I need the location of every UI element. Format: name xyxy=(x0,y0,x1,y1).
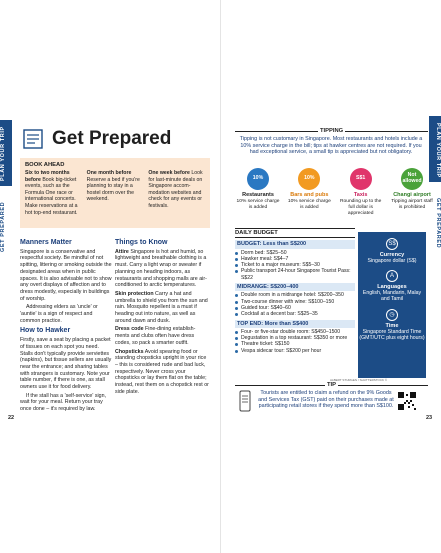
time-title: Time xyxy=(385,322,399,329)
tip-text: Tourists are entitled to claim a refund on the 9% Goods and Services Tax (GST) paid on their purchases made at participating retail stores if they spend more than S$100. xyxy=(258,390,394,410)
restaurants-badge: 10% xyxy=(247,168,269,190)
languages-text: English, Mandarin, Malay and Tamil xyxy=(362,290,422,303)
dress-text: Fine-dining establish-ments and clubs often have dress codes, so pack a smarter outfit. xyxy=(115,326,196,346)
book-col-1 xyxy=(25,170,82,216)
skin-label: Skin protection xyxy=(115,290,154,297)
attire-label: Attire xyxy=(115,248,129,255)
tier-midrange-label: MIDRANGE: S$200–400 xyxy=(235,283,355,291)
budget-item: Four- or five-star double room: S$450–1500 xyxy=(235,329,355,335)
book-ahead-title: BOOK AHEAD xyxy=(25,162,65,168)
page-number-right: 23 xyxy=(426,415,433,421)
tipping-circles xyxy=(235,168,435,216)
left-tab-label: PLAN YOUR TRIP xyxy=(0,126,6,182)
taxis-badge: S$1 xyxy=(350,168,372,190)
bars-badge: 10% xyxy=(298,168,320,190)
languages-icon: A xyxy=(386,270,398,282)
hawker-p1: Firstly, save a seat by placing a packet of tissues on each spot you need. Stalls don't typically provide serviettes (napkins), but tissue sellers are usually near the entrance; and sharing tables with strangers is customary. Note your table number, if there is one, as stall owners use it for food delivery. xyxy=(20,337,112,391)
info-currency xyxy=(358,238,426,264)
tier-topend-list xyxy=(235,329,355,354)
left-page xyxy=(0,0,220,553)
budget-item: Double room in a midrange hotel: S$200–350 xyxy=(235,292,355,298)
budget-title: DAILY BUDGET xyxy=(235,228,355,238)
page-number-left: 22 xyxy=(8,415,15,421)
page-title: Get Prepared xyxy=(52,128,172,149)
budget-item: Guided tour: S$40–60 xyxy=(235,305,355,311)
book-col-1-head: Six to two months before xyxy=(25,170,70,183)
hawker-heading: How to Hawker xyxy=(20,327,71,335)
tier-budget-list xyxy=(235,250,355,281)
budget-item: Public transport 24-hour Singapore Tourist Pass: S$22 xyxy=(235,268,355,281)
book-col-1-body: Book big-ticket events, such as the Formula One race or international concerts. Make reservations at a hot top-end restaurant. xyxy=(25,176,78,216)
tipping-label: TIPPING xyxy=(320,128,344,134)
currency-title: Currency xyxy=(379,252,405,258)
manners-heading: Manners Matter xyxy=(20,239,72,246)
tip-restaurants xyxy=(235,168,281,216)
tip-airport xyxy=(389,168,435,216)
time-text: Singapore Standard Time (GMT/UTC plus eight hours) xyxy=(359,328,425,341)
budget-item: Cocktail at a decent bar: S$25–35 xyxy=(235,311,355,317)
tip-label: TIP xyxy=(327,382,337,388)
airport-badge: Not allowed xyxy=(401,168,423,190)
dress-label: Dress code xyxy=(115,326,144,333)
checklist-icon xyxy=(22,128,44,150)
right-tab-sublabel: GET PREPARED xyxy=(435,197,441,249)
tier-topend-label: TOP END: More than S$400 xyxy=(235,320,355,328)
receipt-icon xyxy=(238,390,252,412)
right-column xyxy=(115,240,209,397)
chop-label: Chopsticks xyxy=(115,348,144,355)
daily-budget xyxy=(235,228,355,354)
qr-code-icon[interactable] xyxy=(398,392,416,410)
info-time xyxy=(358,309,426,341)
attire-para xyxy=(115,249,209,289)
skin-para xyxy=(115,291,209,325)
book-col-2-body: Reserve a bed if you're planning to stay in a hostel dorm over the weekend. xyxy=(86,176,140,203)
chop-para xyxy=(115,349,209,396)
currency-icon: S$ xyxy=(386,238,398,250)
left-tab-sublabel: GET PREPARED xyxy=(0,201,6,253)
left-side-tab xyxy=(0,120,12,270)
photo-credit: ALBERT STURGEN / SHUTTERSTOCK © xyxy=(330,378,388,382)
clock-icon: ◷ xyxy=(386,309,398,321)
budget-item: Degustation in a top restaurant: S$350 or more xyxy=(235,335,355,341)
tier-midrange-list xyxy=(235,292,355,317)
book-col-3 xyxy=(148,170,205,216)
things-heading: Things to Know xyxy=(115,239,168,246)
restaurants-desc: 10% service charge is added xyxy=(236,199,280,210)
right-tab-label: PLAN YOUR TRIP xyxy=(435,122,441,178)
bars-desc: 10% service charge is added xyxy=(287,199,331,210)
bars-title: Bars and pubs xyxy=(290,192,329,198)
budget-item: Hawker meal: S$4–7 xyxy=(235,256,355,262)
tipping-text: Tipping is not customary in Singapore. Most restaurants and hotels include a 10% service charge in the bill; tips at hawker centres are not required. If you had exceptional service, a small tip is appreciated but not obligatory. xyxy=(239,136,423,156)
book-ahead-box xyxy=(20,158,210,228)
page-header xyxy=(22,128,171,150)
restaurants-title: Restaurants xyxy=(242,192,274,198)
chop-text: Avoid spearing food or standing chopsticks upright in your rice – this is considered rude and bad luck, respectively. Never cross your chopsticks or lay them flat on the table; instead, rest them on a chopstick rest or side plate. xyxy=(115,348,209,395)
budget-item: Vespa sidecar tour: S$200 per hour xyxy=(235,348,355,354)
book-col-2 xyxy=(87,170,144,216)
budget-item: Dorm bed: S$25–50 xyxy=(235,250,355,256)
hawker-p2: If the stall has a 'self-service' sign, wait for your meal. Return your tray once done – it's required by law. xyxy=(20,392,107,413)
currency-text: Singapore dollar (S$) xyxy=(367,258,417,264)
tier-budget-label: BUDGET: Less than S$200 xyxy=(235,240,355,248)
budget-item: Theatre ticket: S$150 xyxy=(235,341,355,347)
attire-text: Singapore is hot and humid, so lightweight and breathable clothing is a must. Carry a light wrap or sweater if planning on heading indoors, as restaurants and shopping malls are air-conditioned to arctic temperatures. xyxy=(115,248,207,289)
taxis-desc: Rounding up to the full dollar is appreciated xyxy=(339,199,382,216)
book-col-3-body: Look for last-minute deals on Singapore accom-modation websites and check for any events or festivals. xyxy=(148,170,203,209)
tip-bars xyxy=(286,168,332,216)
manners-p1: Singapore is a conservative and respectful society. Be mindful of not spitting, littering or smoking outside the designated areas when in public spaces. It is also advisable not to show any overt displays of affection and to dress modestly, especially in buildings of worship. xyxy=(20,248,112,302)
info-panel xyxy=(358,232,426,378)
manners-p2: Addressing elders as 'uncle' or 'auntie' is a sign of respect and common practice. xyxy=(20,304,98,324)
book-col-2-head: One month before xyxy=(86,170,132,176)
budget-item: Ticket to a major museum: S$5–30 xyxy=(235,262,355,268)
languages-title: Languages xyxy=(377,284,407,291)
airport-desc: Tipping airport staff is prohibited xyxy=(391,199,433,210)
info-languages xyxy=(358,270,426,302)
dress-para xyxy=(115,326,209,346)
tip-taxis xyxy=(338,168,384,216)
airport-title: Changi airport xyxy=(393,192,431,198)
taxis-title: Taxis xyxy=(353,192,368,198)
skin-text: Carry a hat and umbrella to shield you from the sun and rain. Mosquito repellent is a must if heading out into nature, as well as around dawn and dusk. xyxy=(115,290,208,324)
book-col-3-head: One week before xyxy=(148,170,190,176)
budget-item: Two-course dinner with wine: S$100–150 xyxy=(235,299,355,305)
left-column xyxy=(20,240,112,415)
